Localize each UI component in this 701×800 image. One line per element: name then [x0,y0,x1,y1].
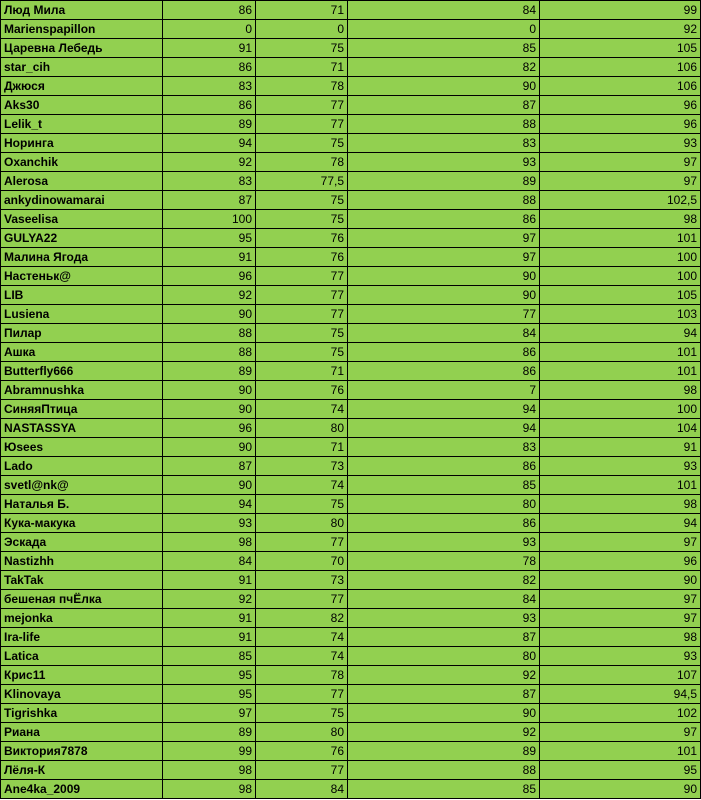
table-row [1,286,701,305]
table-row [1,552,701,571]
score-1-cell: 90 [163,438,256,457]
score-3-cell: 84 [348,324,540,343]
score-4-cell: 98 [540,381,701,400]
score-3-cell: 92 [348,723,540,742]
participant-name-cell: Виктория7878 [1,742,163,761]
participant-name-cell: Nastizhh [1,552,163,571]
score-3-cell: 83 [348,438,540,457]
score-1-cell: 92 [163,590,256,609]
table-row [1,96,701,115]
score-4-cell: 95 [540,761,701,780]
score-4-cell: 102,5 [540,191,701,210]
table-row [1,704,701,723]
score-3-cell: 7 [348,381,540,400]
participant-name-cell: TakTak [1,571,163,590]
score-3-cell: 88 [348,115,540,134]
score-3-cell: 94 [348,400,540,419]
score-3-cell: 86 [348,457,540,476]
table-row [1,571,701,590]
participant-name-cell: star_cih [1,58,163,77]
score-3-cell: 84 [348,1,540,20]
score-4-cell: 106 [540,58,701,77]
participant-name-cell: Крис11 [1,666,163,685]
score-1-cell: 83 [163,77,256,96]
score-2-cell: 74 [256,400,348,419]
score-3-cell: 78 [348,552,540,571]
score-4-cell: 101 [540,343,701,362]
score-1-cell: 84 [163,552,256,571]
table-row [1,134,701,153]
score-2-cell: 78 [256,77,348,96]
score-2-cell: 76 [256,742,348,761]
participant-name-cell: Люд Мила [1,1,163,20]
score-3-cell: 86 [348,210,540,229]
score-1-cell: 88 [163,343,256,362]
score-1-cell: 89 [163,115,256,134]
table-row [1,210,701,229]
participant-name-cell: бешеная пчЁлка [1,590,163,609]
score-1-cell: 93 [163,514,256,533]
score-4-cell: 97 [540,609,701,628]
scores-table-body [1,1,701,799]
participant-name-cell: Ira-life [1,628,163,647]
score-4-cell: 104 [540,419,701,438]
participant-name-cell: svetl@nk@ [1,476,163,495]
table-row [1,381,701,400]
table-row [1,419,701,438]
score-1-cell: 95 [163,229,256,248]
table-row [1,533,701,552]
participant-name-cell: Настеньк@ [1,267,163,286]
table-row [1,514,701,533]
table-row [1,457,701,476]
score-2-cell: 75 [256,39,348,58]
score-2-cell: 73 [256,571,348,590]
participant-name-cell: Abramnushka [1,381,163,400]
score-1-cell: 90 [163,305,256,324]
score-4-cell: 94 [540,324,701,343]
score-4-cell: 101 [540,476,701,495]
score-2-cell: 0 [256,20,348,39]
participant-name-cell: GULYA22 [1,229,163,248]
table-row [1,229,701,248]
score-3-cell: 89 [348,172,540,191]
score-2-cell: 71 [256,362,348,381]
participant-name-cell: Наталья Б. [1,495,163,514]
score-3-cell: 82 [348,58,540,77]
score-4-cell: 94,5 [540,685,701,704]
score-1-cell: 91 [163,248,256,267]
score-4-cell: 107 [540,666,701,685]
score-1-cell: 86 [163,96,256,115]
table-row [1,438,701,457]
score-3-cell: 90 [348,286,540,305]
score-4-cell: 98 [540,628,701,647]
score-2-cell: 74 [256,647,348,666]
table-row [1,590,701,609]
participant-name-cell: Aks30 [1,96,163,115]
score-3-cell: 88 [348,191,540,210]
participant-name-cell: Klinovaya [1,685,163,704]
score-2-cell: 78 [256,153,348,172]
score-1-cell: 97 [163,704,256,723]
score-1-cell: 91 [163,571,256,590]
score-2-cell: 77 [256,286,348,305]
participant-name-cell: Эскада [1,533,163,552]
score-1-cell: 91 [163,628,256,647]
score-3-cell: 86 [348,514,540,533]
score-4-cell: 98 [540,495,701,514]
score-3-cell: 90 [348,77,540,96]
table-row [1,191,701,210]
score-3-cell: 87 [348,685,540,704]
participant-name-cell: Риана [1,723,163,742]
participant-name-cell: Vaseelisa [1,210,163,229]
table-row [1,647,701,666]
score-1-cell: 90 [163,476,256,495]
table-row [1,761,701,780]
score-2-cell: 77 [256,115,348,134]
score-3-cell: 97 [348,248,540,267]
score-4-cell: 100 [540,248,701,267]
score-1-cell: 89 [163,362,256,381]
score-1-cell: 89 [163,723,256,742]
score-4-cell: 101 [540,229,701,248]
score-2-cell: 75 [256,191,348,210]
score-4-cell: 90 [540,780,701,799]
score-1-cell: 0 [163,20,256,39]
table-row [1,628,701,647]
score-3-cell: 90 [348,267,540,286]
table-row [1,609,701,628]
table-row [1,305,701,324]
table-row [1,77,701,96]
score-4-cell: 90 [540,571,701,590]
score-4-cell: 97 [540,723,701,742]
score-2-cell: 77 [256,267,348,286]
score-4-cell: 105 [540,286,701,305]
score-2-cell: 75 [256,704,348,723]
score-4-cell: 96 [540,115,701,134]
table-row [1,153,701,172]
score-4-cell: 99 [540,1,701,20]
score-4-cell: 96 [540,552,701,571]
score-3-cell: 93 [348,153,540,172]
score-1-cell: 91 [163,609,256,628]
score-1-cell: 94 [163,134,256,153]
score-2-cell: 77 [256,590,348,609]
score-1-cell: 98 [163,761,256,780]
score-1-cell: 92 [163,153,256,172]
table-row [1,362,701,381]
score-4-cell: 106 [540,77,701,96]
score-3-cell: 90 [348,704,540,723]
table-row [1,267,701,286]
score-2-cell: 76 [256,229,348,248]
score-3-cell: 86 [348,343,540,362]
score-1-cell: 96 [163,267,256,286]
score-2-cell: 75 [256,495,348,514]
table-row [1,248,701,267]
table-row [1,20,701,39]
score-3-cell: 85 [348,39,540,58]
participant-name-cell: Lado [1,457,163,476]
table-row [1,39,701,58]
score-4-cell: 102 [540,704,701,723]
score-2-cell: 80 [256,723,348,742]
score-4-cell: 96 [540,96,701,115]
score-2-cell: 71 [256,438,348,457]
score-2-cell: 75 [256,210,348,229]
score-2-cell: 73 [256,457,348,476]
score-1-cell: 95 [163,685,256,704]
score-3-cell: 84 [348,590,540,609]
score-4-cell: 101 [540,362,701,381]
score-2-cell: 77 [256,96,348,115]
score-2-cell: 76 [256,248,348,267]
score-4-cell: 93 [540,134,701,153]
score-4-cell: 103 [540,305,701,324]
score-3-cell: 83 [348,134,540,153]
score-1-cell: 85 [163,647,256,666]
score-1-cell: 86 [163,58,256,77]
score-1-cell: 94 [163,495,256,514]
score-1-cell: 96 [163,419,256,438]
participant-name-cell: Пилар [1,324,163,343]
participant-name-cell: Норинга [1,134,163,153]
table-row [1,742,701,761]
score-3-cell: 0 [348,20,540,39]
score-3-cell: 93 [348,533,540,552]
participant-name-cell: СиняяПтица [1,400,163,419]
participant-name-cell: Latica [1,647,163,666]
score-1-cell: 91 [163,39,256,58]
score-3-cell: 86 [348,362,540,381]
score-4-cell: 94 [540,514,701,533]
score-2-cell: 76 [256,381,348,400]
score-3-cell: 87 [348,96,540,115]
score-1-cell: 100 [163,210,256,229]
score-4-cell: 105 [540,39,701,58]
score-2-cell: 77 [256,533,348,552]
participant-name-cell: Ашка [1,343,163,362]
table-row [1,723,701,742]
participant-name-cell: Ane4ka_2009 [1,780,163,799]
score-3-cell: 87 [348,628,540,647]
score-2-cell: 77 [256,305,348,324]
score-3-cell: 92 [348,666,540,685]
score-3-cell: 85 [348,780,540,799]
participant-name-cell: ankydinowamarai [1,191,163,210]
score-1-cell: 90 [163,400,256,419]
score-4-cell: 97 [540,533,701,552]
participant-name-cell: Oxanchik [1,153,163,172]
score-1-cell: 86 [163,1,256,20]
score-3-cell: 82 [348,571,540,590]
score-2-cell: 71 [256,58,348,77]
score-1-cell: 95 [163,666,256,685]
table-row [1,476,701,495]
score-2-cell: 80 [256,419,348,438]
score-3-cell: 93 [348,609,540,628]
participant-name-cell: Alerosa [1,172,163,191]
score-4-cell: 92 [540,20,701,39]
score-2-cell: 71 [256,1,348,20]
score-1-cell: 90 [163,381,256,400]
score-2-cell: 82 [256,609,348,628]
score-1-cell: 83 [163,172,256,191]
table-row [1,343,701,362]
table-row [1,400,701,419]
score-3-cell: 77 [348,305,540,324]
score-3-cell: 80 [348,647,540,666]
score-4-cell: 101 [540,742,701,761]
participant-name-cell: NASTASSYA [1,419,163,438]
table-row [1,666,701,685]
table-row [1,1,701,20]
table-row [1,685,701,704]
score-4-cell: 100 [540,400,701,419]
score-3-cell: 94 [348,419,540,438]
score-4-cell: 97 [540,172,701,191]
score-4-cell: 98 [540,210,701,229]
score-4-cell: 93 [540,647,701,666]
score-3-cell: 80 [348,495,540,514]
score-2-cell: 75 [256,324,348,343]
table-row [1,58,701,77]
table-row [1,780,701,799]
table-row [1,324,701,343]
score-2-cell: 74 [256,628,348,647]
score-2-cell: 70 [256,552,348,571]
score-3-cell: 88 [348,761,540,780]
participant-name-cell: Tigrishka [1,704,163,723]
score-2-cell: 77 [256,685,348,704]
participant-name-cell: Butterfly666 [1,362,163,381]
score-2-cell: 75 [256,343,348,362]
score-4-cell: 100 [540,267,701,286]
participant-name-cell: Marienspapillon [1,20,163,39]
score-3-cell: 89 [348,742,540,761]
score-2-cell: 80 [256,514,348,533]
table-row [1,115,701,134]
table-row [1,172,701,191]
score-1-cell: 88 [163,324,256,343]
score-2-cell: 84 [256,780,348,799]
participant-name-cell: Кука-макука [1,514,163,533]
score-1-cell: 87 [163,457,256,476]
participant-name-cell: LIB [1,286,163,305]
participant-name-cell: Царевна Лебедь [1,39,163,58]
participant-name-cell: Юsees [1,438,163,457]
score-4-cell: 91 [540,438,701,457]
score-2-cell: 77,5 [256,172,348,191]
participant-name-cell: mejonka [1,609,163,628]
participant-name-cell: Lelik_t [1,115,163,134]
participant-name-cell: Малина Ягода [1,248,163,267]
score-4-cell: 93 [540,457,701,476]
score-2-cell: 78 [256,666,348,685]
score-3-cell: 97 [348,229,540,248]
score-1-cell: 98 [163,780,256,799]
participant-name-cell: Лёля-К [1,761,163,780]
score-4-cell: 97 [540,153,701,172]
score-1-cell: 98 [163,533,256,552]
participant-name-cell: Джюся [1,77,163,96]
participant-name-cell: Lusiena [1,305,163,324]
score-2-cell: 74 [256,476,348,495]
score-4-cell: 97 [540,590,701,609]
table-row [1,495,701,514]
score-1-cell: 92 [163,286,256,305]
score-2-cell: 77 [256,761,348,780]
score-1-cell: 87 [163,191,256,210]
score-1-cell: 99 [163,742,256,761]
score-2-cell: 75 [256,134,348,153]
score-3-cell: 85 [348,476,540,495]
